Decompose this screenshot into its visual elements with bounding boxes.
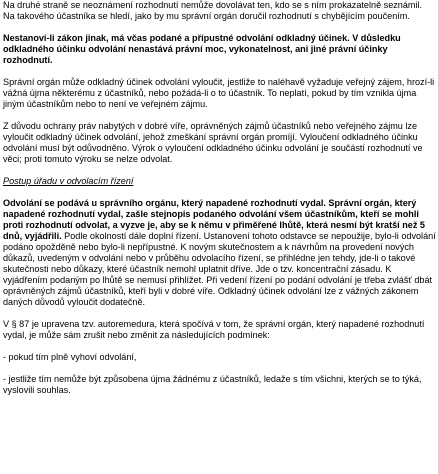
paragraph-suspensive-effect: Nestanoví-li zákon jinak, má včas podané a přípustné odvolání odkladný účinek. V důsledku odkladného účinku odvolání nenastává právní moc, vykonatelnost, ani jiné právní účinky rozhodnutí. [3, 33, 401, 65]
paragraph-procedure-bold: Odvolání se podává u správního orgánu, který napadené rozhodnutí vydal. Správní orgán, který napadené rozhodnutí vydal, zašle stejnopis podaného odvolání všem účastníkům, kteří se mohli proti rozhodnutí odvolat, a vyzve je, aby se k němu v přiměřené lhůtě, která nesmí být kratší než 5 dnů, vyjádřili. [3, 198, 425, 241]
list-item-condition-1: - pokud tím plně vyhoví odvolání, [3, 352, 137, 362]
paragraph-exclusion: Správní orgán může odkladný účinek odvolání vyloučit, jestliže to naléhavě vyžaduje veřejný zájem, hrozí-li vážná újma některému z účastníků, nebo požádá-li o to účastník. To neplatí, pokud by tím vznikla újma jiným účastníkům nebo to není ve veřejném zájmu. [3, 77, 435, 109]
paragraph-notice: Na druhé straně se neoznámení rozhodnutí nemůže dovolávat ten, kdo se s ním prokazatelně seznámil. Na takového účastníka se hledí, jako by mu správní orgán doručil rozhodnutí s chybějícím poučením. [3, 0, 423, 21]
list-item-condition-2: - jestliže tím nemůže být způsobena újma žádnému z účastníků, ledaže s tím všichni, kterých se to týká, vyslovili souhlas. [3, 374, 422, 395]
paragraph-procedure-rest: Podle okolností dále doplní řízení. Ustanovení tohoto odstavce se nepoužije, bylo-li odvolání podáno opožděně nebo bylo-li nepřípustné. K novým skutečnostem a k návrhům na provedení nových důkazů, uvedeným v odvolání nebo v průběhu odvolacího řízení, se přihlédne jen tehdy, jde-li o takové skutečnosti nebo důkazy, které účastník nemohl uplatnit dříve. Jde o tzv. koncentrační zásadu. K vyjádřením podaným po lhůtě se nemusí přihlížet. Při vedení řízení po podání odvolání je třeba zvlášť dbát oprávněných zájmů účastníků, kteří byli v dobré víře. Odkladný účinek odvolání lze z vážných zákonem daných důvodů vyloučit dodatečně. [3, 231, 436, 307]
section-heading: Postup úřadu v odvolacím řízení [3, 176, 134, 186]
document-body [3, 0, 436, 396]
paragraph-procedure [3, 198, 436, 308]
paragraph-autoremedura: V § 87 je upravena tzv. autoremedura, která spočívá v tom, že správní orgán, který napadené rozhodnutí vydal, je může sám zrušit nebo změnit za následujících podmínek: [3, 319, 425, 340]
paragraph-good-faith: Z důvodu ochrany práv nabytých v dobré víře, oprávněných zájmů účastníků nebo veřejného zájmu lze vyloučit odkladný účinek odvolání, jehož zmeškání správní orgán promíjí. Vyloučení odkladného účinku odvolání musí být odůvodněno. Výrok o vyloučení odkladného účinku odvolání je součástí rozhodnutí ve věci; proti tomuto výroku se nelze odvolat. [3, 121, 423, 164]
